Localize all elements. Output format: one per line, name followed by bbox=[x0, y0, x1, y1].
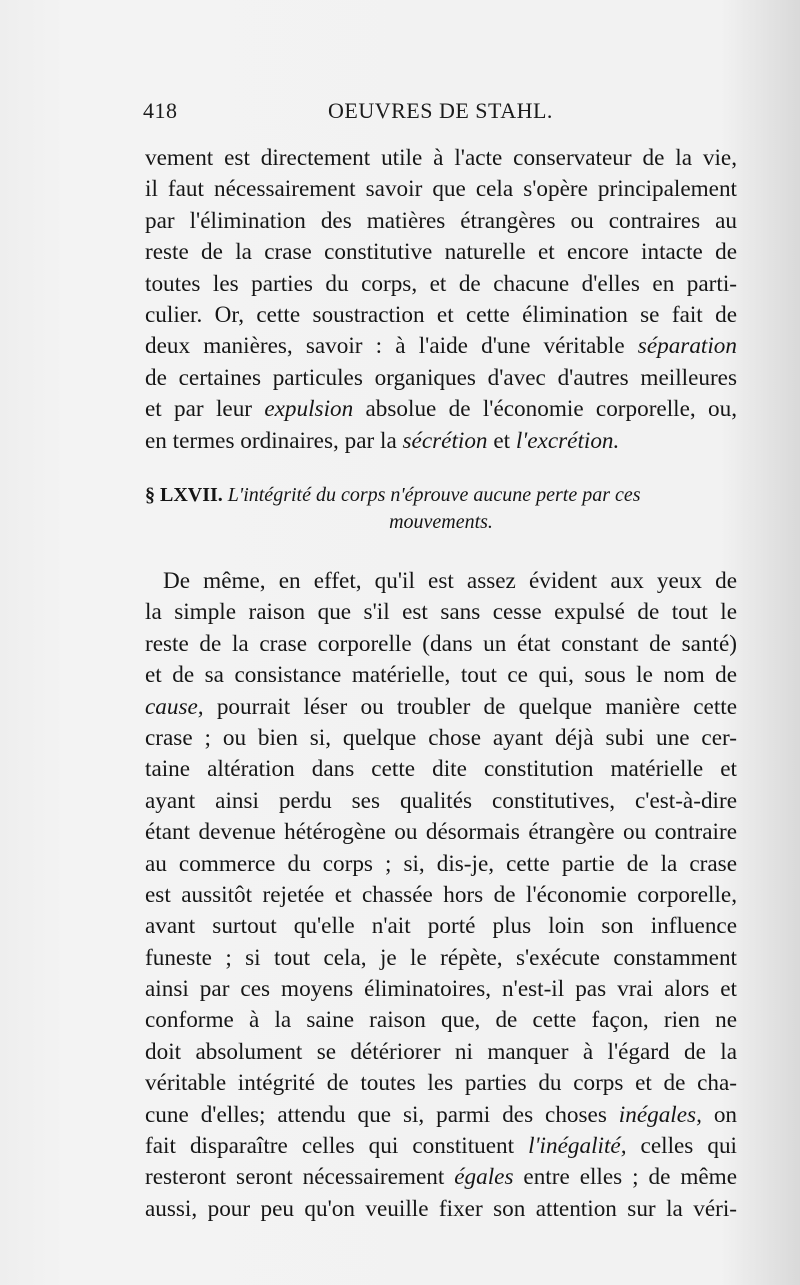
page-header bbox=[143, 98, 743, 132]
text-line: toutes les parties du corps, et de chacune d'elles en parti- bbox=[145, 270, 737, 297]
text-line: aussi, pour peu qu'on veuille fixer son attention sur la véri- bbox=[145, 1195, 737, 1222]
text-line: de certaines particules organiques d'avec d'autres meilleures bbox=[145, 364, 737, 391]
section-heading bbox=[145, 482, 737, 536]
text-line: De même, en effet, qu'il est assez évident aux yeux de bbox=[163, 568, 737, 594]
text-line: étant devenue hétérogène ou désormais étrangère ou contraire bbox=[145, 819, 737, 846]
text-line: par l'élimination des matières étrangères ou contraires au bbox=[145, 207, 737, 234]
text-line: véritable intégrité de toutes les parties du corps et de cha- bbox=[145, 1070, 737, 1097]
text-line: reste de la crase constitutive naturelle et encore intacte de bbox=[145, 239, 737, 266]
text-line: et de sa consistance matérielle, tout ce qui, sous le nom de bbox=[145, 662, 737, 689]
page-number: 418 bbox=[143, 98, 178, 123]
text-line: culier. Or, cette soustraction et cette élimination se fait de bbox=[145, 301, 737, 328]
paragraph-2 bbox=[145, 566, 737, 1225]
section-number: § LXVII. bbox=[145, 484, 223, 506]
text-line: en termes ordinaires, par la sécrétion et l'excrétion. bbox=[145, 427, 620, 454]
section-title: L'intégrité du corps n'éprouve aucune perte par ces bbox=[227, 484, 641, 506]
text-line: au commerce du corps ; si, dis-je, cette partie de la crase bbox=[145, 850, 737, 877]
text-line: deux manières, savoir : à l'aide d'une véritable séparation bbox=[145, 333, 737, 360]
text-line: fait disparaître celles qui constituent l'inégalité, celles qui bbox=[145, 1133, 738, 1160]
running-title: OEUVRES DE STAHL. bbox=[328, 98, 553, 123]
section-title-continued: mouvements. bbox=[389, 511, 493, 533]
text-line: avant surtout qu'elle n'ait porté plus loin son influence bbox=[145, 913, 737, 940]
text-line: resteront seront nécessairement égales entre elles ; de même bbox=[145, 1164, 737, 1191]
text-line: doit absolument se détériorer ni manquer à l'égard de la bbox=[145, 1038, 737, 1065]
text-line: funeste ; si tout cela, je le répète, s'exécute constamment bbox=[145, 944, 737, 971]
paragraph-1 bbox=[145, 143, 737, 457]
text-line: vement est directement utile à l'acte conservateur de la vie, bbox=[145, 145, 737, 171]
text-line: conforme à la saine raison que, de cette façon, rien ne bbox=[145, 1007, 737, 1034]
text-line: cause, pourrait léser ou troubler de quelque manière cette bbox=[145, 693, 737, 720]
text-line: et par leur expulsion absolue de l'économie corporelle, ou, bbox=[145, 396, 737, 423]
text-line: est aussitôt rejetée et chassée hors de l'économie corporelle, bbox=[145, 881, 737, 908]
text-line: il faut nécessairement savoir que cela s'opère principalement bbox=[145, 176, 737, 203]
text-line: reste de la crase corporelle (dans un état constant de santé) bbox=[145, 630, 737, 657]
text-line: ayant ainsi perdu ses qualités constitutives, c'est-à-dire bbox=[145, 787, 737, 814]
section-heading-line bbox=[145, 482, 737, 509]
text-line: taine altération dans cette dite constitution matérielle et bbox=[145, 756, 737, 783]
text-line: crase ; ou bien si, quelque chose ayant déjà subi une cer- bbox=[145, 724, 737, 751]
text-line: cune d'elles; attendu que si, parmi des choses inégales, on bbox=[145, 1101, 738, 1128]
text-line: la simple raison que s'il est sans cesse expulsé de tout le bbox=[145, 599, 737, 626]
text-line: ainsi par ces moyens éliminatoires, n'est-il pas vrai alors et bbox=[145, 976, 737, 1003]
